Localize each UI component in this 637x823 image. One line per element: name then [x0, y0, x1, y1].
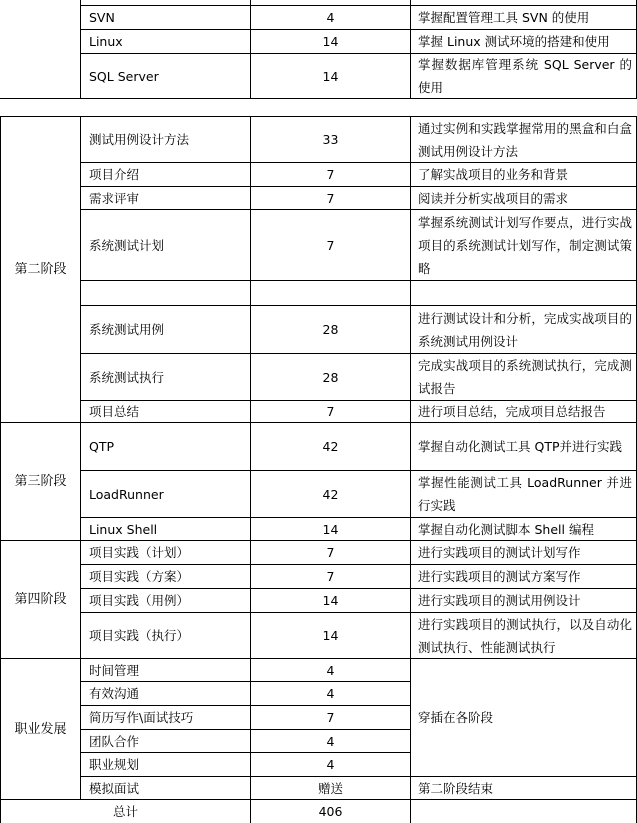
course-cell: 团队合作	[89, 733, 140, 749]
hours-cell	[251, 281, 410, 305]
course-cell: Linux Shell	[89, 521, 158, 537]
goal-cell	[411, 210, 636, 280]
course-cell: 简历写作\面试技巧	[89, 710, 194, 725]
course-cell: 系统测试计划	[89, 237, 165, 253]
course-cell: 职业规划	[89, 757, 140, 772]
goal-cell-text: 进行实践项目的测试执行，以及自动化测试执行、性能测试执行	[418, 616, 632, 655]
total-label: 总计	[112, 803, 138, 819]
course-cell: 项目实践（用例）	[89, 593, 190, 608]
course-cell	[81, 281, 250, 305]
course-cell: 项目实践（计划）	[89, 545, 190, 560]
course-cell: Linux	[89, 34, 123, 49]
hours-cell: 14	[322, 628, 339, 643]
goal-cell-text: 进行实践项目的测试方案写作	[418, 569, 581, 584]
hours-cell: 7	[326, 710, 335, 725]
goal-cell	[411, 306, 636, 353]
course-cell: SVN	[89, 10, 115, 25]
hours-cell: 7	[326, 237, 335, 253]
hours-cell: 14	[322, 34, 339, 49]
hours-cell: 7	[326, 545, 335, 560]
hours-cell: 4	[326, 686, 335, 701]
column-rule	[410, 799, 411, 823]
merged-goal-cell	[411, 659, 636, 776]
course-cell: QTP	[89, 439, 115, 454]
phase-3-label: 第三阶段	[14, 474, 67, 489]
hours-cell: 42	[322, 486, 339, 502]
goal-cell	[411, 471, 636, 517]
goal-cell	[411, 30, 636, 53]
phase-4-label: 第四阶段	[14, 592, 67, 607]
hours-cell: 14	[322, 68, 339, 84]
goal-cell-text: 了解实战项目的业务和背景	[418, 167, 569, 182]
goal-cell	[411, 54, 636, 98]
hours-cell: 14	[322, 521, 339, 537]
hours-cell: 7	[326, 569, 335, 584]
course-cell: 有效沟通	[89, 686, 140, 701]
goal-cell	[411, 518, 636, 540]
hours-cell: 4	[326, 733, 335, 749]
goal-cell	[411, 613, 636, 658]
goal-cell-text: 进行实践项目的测试计划写作	[418, 545, 581, 560]
goal-cell	[411, 401, 636, 422]
hours-cell: 7	[326, 404, 335, 419]
goal-cell-text: 掌握系统测试计划写作要点，进行实战项目的系统测试计划写作，制定测试策略	[418, 214, 632, 276]
hours-cell: 42	[322, 439, 339, 454]
goal-cell-text: 掌握自动化测试工具 QTP并进行实践	[418, 439, 622, 454]
goal-cell-text: 掌握配置管理工具 SVN 的使用	[418, 10, 590, 25]
goal-cell	[411, 565, 636, 588]
row-rule	[0, 98, 637, 99]
hours-cell: 28	[322, 322, 339, 337]
hours-cell: 33	[322, 132, 339, 147]
goal-cell-text: 通过实例和实践掌握常用的黑盒和白盒测试用例设计方法	[418, 120, 632, 159]
goal-cell-text: 完成实战项目的系统测试执行，完成测试报告	[418, 358, 632, 396]
goal-cell	[411, 541, 636, 564]
hours-cell: 7	[326, 167, 335, 182]
goal-cell	[411, 6, 636, 29]
hours-cell: 4	[326, 10, 335, 25]
phase-2-label: 第二阶段	[14, 262, 67, 277]
merged-goal-cell-text: 穿插在各阶段	[418, 710, 494, 725]
course-cell: 模拟面试	[89, 780, 140, 796]
goal-cell-text: 掌握数据库管理系统 SQL Server 的使用	[418, 57, 632, 95]
goal-cell	[411, 117, 636, 162]
course-cell: 测试用例设计方法	[89, 132, 190, 147]
course-cell: 项目实践（执行）	[89, 628, 190, 643]
hours-cell: 28	[322, 369, 339, 385]
course-cell: 系统测试执行	[89, 369, 165, 385]
course-cell: 项目总结	[89, 404, 140, 419]
goal-cell-text: 掌握性能测试工具 LoadRunner 并进行实践	[418, 475, 632, 513]
course-cell: LoadRunner	[89, 486, 164, 502]
course-cell: SQL Server	[89, 68, 159, 84]
goal-cell	[411, 187, 636, 209]
goal-cell-text: 进行测试设计和分析，完成实战项目的系统测试用例设计	[418, 310, 632, 349]
total-hours: 406	[318, 803, 343, 819]
course-cell: 需求评审	[89, 190, 140, 206]
hours-cell: 4	[326, 757, 335, 772]
goal-cell-text: 进行项目总结，完成项目总结报告	[418, 404, 606, 419]
hours-cell: 赠送	[317, 780, 343, 796]
hours-cell: 4	[326, 662, 335, 678]
goal-cell	[411, 423, 636, 470]
course-cell: 项目实践（方案）	[89, 569, 190, 584]
goal-cell	[411, 589, 636, 612]
hours-cell: 7	[326, 190, 335, 206]
course-cell: 时间管理	[89, 662, 140, 678]
course-cell: 系统测试用例	[89, 322, 165, 337]
goal-cell	[411, 354, 636, 400]
goal-cell	[411, 281, 636, 305]
career-label: 职业发展	[14, 721, 67, 737]
goal-cell-text: 阅读并分析实战项目的需求	[418, 190, 569, 206]
goal-cell	[411, 777, 636, 799]
hours-cell: 14	[322, 593, 339, 608]
goal-cell-text: 进行实践项目的测试用例设计	[418, 593, 581, 608]
goal-cell	[411, 163, 636, 186]
goal-cell-text: 掌握 Linux 测试环境的搭建和使用	[418, 34, 610, 49]
goal-cell-text: 第二阶段结束	[418, 780, 494, 796]
course-cell: 项目介绍	[89, 167, 140, 182]
goal-cell-text: 掌握自动化测试脚本 Shell 编程	[418, 521, 594, 537]
